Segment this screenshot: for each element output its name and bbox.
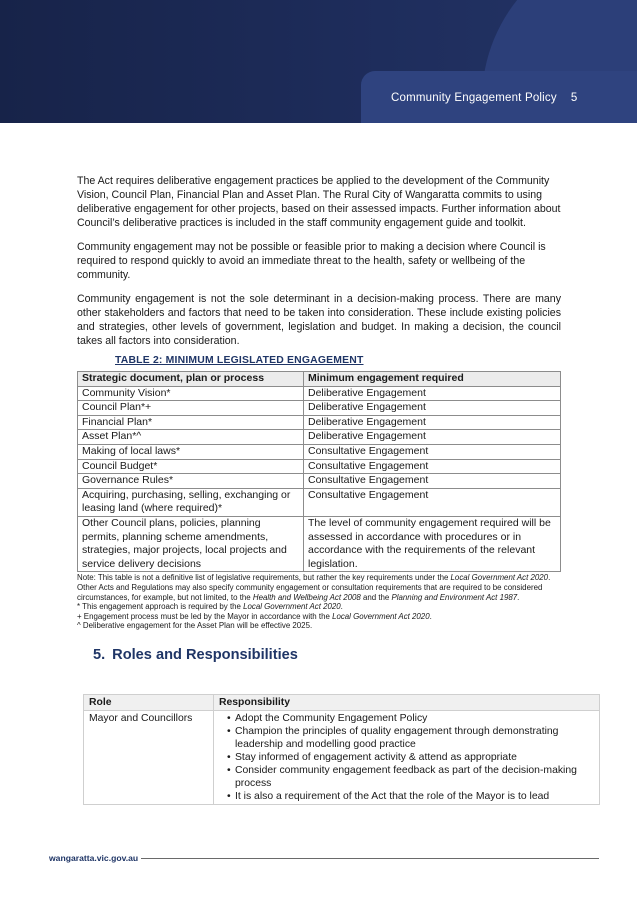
page-number: 5 bbox=[570, 92, 578, 104]
note-plus bbox=[77, 612, 561, 622]
paragraph-determinant: Community engagement is not the sole determinant in a decision-making process. There are many other stakeholders and factors that need to be taken into consideration. These include existing policies and strategies, other levels of government, legislation and budget. In making a decision, the council takes all factors into consideration. bbox=[77, 293, 561, 347]
table-header-row bbox=[78, 372, 561, 387]
column-header-engagement: Minimum engagement required bbox=[304, 372, 561, 387]
table-cell: Deliberative Engagement bbox=[304, 401, 561, 416]
note-text: . bbox=[429, 611, 432, 621]
note-text: and the bbox=[360, 592, 392, 602]
note-text: * This engagement approach is required by the bbox=[77, 602, 244, 612]
note-text: + Engagement process must be led by the Mayor in accordance with the bbox=[77, 611, 333, 621]
section-title: Roles and Responsibilities bbox=[112, 646, 298, 663]
table-row bbox=[78, 444, 561, 459]
column-header-responsibility: Responsibility bbox=[214, 695, 600, 711]
column-header-document: Strategic document, plan or process bbox=[78, 372, 304, 387]
footer-website-link[interactable]: wangaratta.vic.gov.au bbox=[49, 853, 139, 863]
table-cell: Community Vision* bbox=[78, 386, 304, 401]
table-row bbox=[78, 415, 561, 430]
note-text: . Other Acts and Regulations may also specify community engagement or consultation requirements that are required to be considered circumstances, for example, but not limited, to the bbox=[77, 573, 551, 602]
table-row bbox=[84, 711, 600, 805]
minimum-legislated-engagement-table bbox=[77, 371, 561, 572]
list-item: • Adopt the Community Engagement Policy bbox=[227, 712, 594, 725]
paragraph-exceptions: Community engagement may not be possible or feasible prior to making a decision where Council is required to respond quickly to avoid an immediate threat to the health, safety or wellbeing of the community. bbox=[77, 241, 546, 281]
paragraph-deliberative: The Act requires deliberative engagement practices be applied to the development of the Community Vision, Council Plan, Financial Plan and Asset Plan. The Rural City of Wangaratta commits to using deliberative engagement for other projects, based on their assessed impacts. Further information about Council’s deliberative practices is included in the staff community engagement guide and toolkit. bbox=[77, 175, 561, 229]
header-title-bar bbox=[391, 92, 577, 104]
document-title: Community Engagement Policy bbox=[391, 92, 557, 104]
table-cell: Deliberative Engagement bbox=[304, 386, 561, 401]
table-cell: Consultative Engagement bbox=[304, 444, 561, 459]
note-asterisk bbox=[77, 602, 561, 612]
note-act-name: Planning and Environment Act 1987 bbox=[391, 592, 518, 602]
table-cell: Acquiring, purchasing, selling, exchanging or leasing land (where required)* bbox=[78, 488, 304, 516]
responsibility-cell bbox=[214, 711, 600, 805]
note-text: . bbox=[517, 592, 520, 602]
table-cell: Asset Plan*^ bbox=[78, 430, 304, 445]
table-cell: Consultative Engagement bbox=[304, 488, 561, 516]
note-act-name: Local Government Act 2020 bbox=[243, 602, 341, 612]
column-header-role: Role bbox=[84, 695, 214, 711]
table-cell: Making of local laws* bbox=[78, 444, 304, 459]
table-cell: Consultative Engagement bbox=[304, 474, 561, 489]
table-row bbox=[78, 488, 561, 516]
list-item: • Consider community engagement feedback as part of the decision-making process bbox=[227, 764, 594, 790]
table-row bbox=[78, 474, 561, 489]
section-heading bbox=[93, 647, 561, 663]
table-cell: Other Council plans, policies, planning permits, planning scheme amendments, strategies, major projects, local projects and service delivery decisions bbox=[78, 516, 304, 571]
table-cell: Council Plan*+ bbox=[78, 401, 304, 416]
table-row bbox=[78, 516, 561, 571]
table-cell: Consultative Engagement bbox=[304, 459, 561, 474]
table-row bbox=[78, 430, 561, 445]
footer-divider bbox=[141, 858, 599, 859]
role-cell: Mayor and Councillors bbox=[84, 711, 214, 805]
roles-table bbox=[83, 694, 600, 805]
note-text: . bbox=[340, 602, 343, 612]
note-caret: ^ Deliberative engagement for the Asset Plan will be effective 2025. bbox=[77, 621, 313, 631]
table-notes bbox=[77, 573, 561, 631]
main-content bbox=[77, 174, 561, 663]
table-cell: Governance Rules* bbox=[78, 474, 304, 489]
table-cell: Council Budget* bbox=[78, 459, 304, 474]
table-row bbox=[78, 401, 561, 416]
note-act-name: Local Government Act 2020 bbox=[332, 611, 430, 621]
list-item: • Champion the principles of quality engagement through demonstrating leadership and modelling good practice bbox=[227, 725, 594, 751]
table-2-title: TABLE 2: MINIMUM LEGISLATED ENGAGEMENT bbox=[115, 355, 364, 366]
list-item: • It is also a requirement of the Act that the role of the Mayor is to lead bbox=[227, 790, 594, 803]
list-item: • Stay informed of engagement activity & attend as appropriate bbox=[227, 751, 594, 764]
table-cell: Deliberative Engagement bbox=[304, 415, 561, 430]
note-text: Note: This table is not a definitive list of legislative requirements, but rather the key requirements under the bbox=[77, 573, 451, 583]
note-act-name: Local Government Act 2020 bbox=[450, 573, 549, 583]
note-definitive bbox=[77, 573, 561, 602]
note-act-name: Health and Wellbeing Act 2008 bbox=[252, 592, 361, 602]
table-row bbox=[78, 459, 561, 474]
table-row bbox=[78, 386, 561, 401]
table-cell: Financial Plan* bbox=[78, 415, 304, 430]
table-header-row bbox=[84, 695, 600, 711]
table-cell: Deliberative Engagement bbox=[304, 430, 561, 445]
responsibility-list bbox=[219, 712, 594, 803]
section-number: 5. bbox=[93, 646, 106, 663]
table-cell: The level of community engagement required will be assessed in accordance with procedures or in accordance with the requirements of the relevant legislation. bbox=[304, 516, 561, 571]
header-banner bbox=[0, 0, 637, 123]
